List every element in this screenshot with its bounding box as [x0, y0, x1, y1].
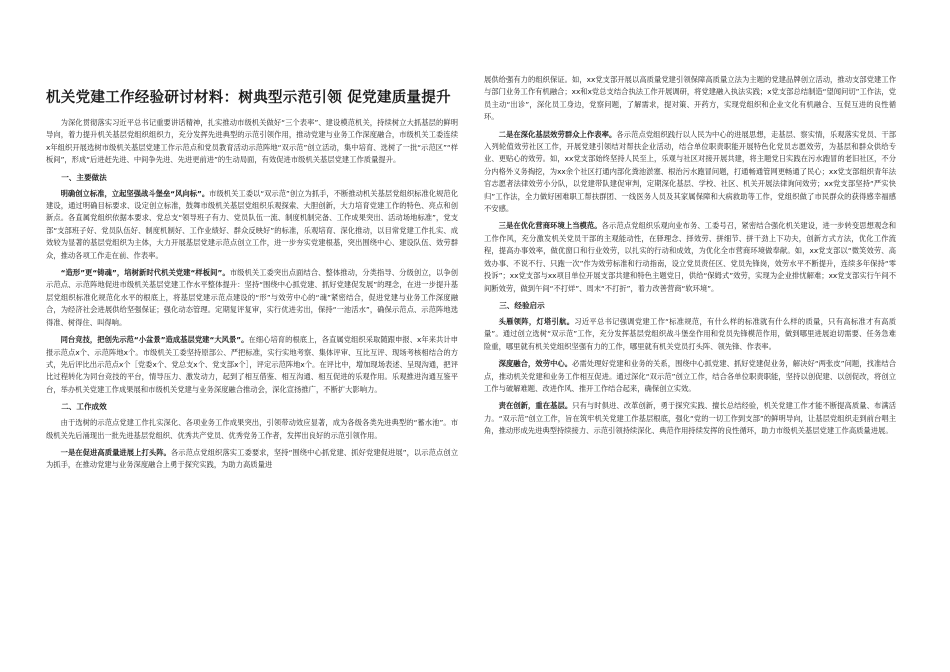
paragraph-lead: “造形”更“铸魂”，培树新时代机关党建“样板间”。 — [60, 268, 230, 278]
paragraph-lead: 三是在优化营商环境上当模范。 — [498, 221, 602, 231]
paragraph: 由于选树的示范点党建工作扎实深化、各项业务工作成果突出，引领带动效应显著，成为各级各类先进典型的“蓄水池”。市级机关先后涌现出一批先进基层党组织、优秀共产党员、优秀党务工作者，发挥出良好的示范引领作用。 — [46, 418, 458, 440]
paragraph-lead: 同台竞技，把创先示范“小盆景”造成基层党建“大风景”。 — [60, 335, 249, 345]
paragraph-lead: 头雁领阵，灯塔引航。 — [498, 316, 575, 326]
left-column — [46, 74, 458, 477]
paragraph-text: 习近平总书记强调党建工作“标准规范，有什么样的标准就有什么样的质量，只有高标准才有高质量”。通过创立选树“双示范”工作，充分发挥基层党组织战斗堡垒作用和党员先锋模范作用，做到哪里进展迫切需要、任务急难险重，哪里就有机关党组织坚强有力的工作，哪里就有机关党员打头阵、领先锋、作表率。 — [484, 316, 897, 351]
paragraph-text: 必需处理好党建和业务的关系，围绕中心抓党建、抓好党建促业务，解决好“两张皮”问题，找准结合点，推动机关党建和业务工作相互促进。通过深化“双示范”创立工作，结合各单位职责职能，坚持以创促建、以创促改，将创立工作与破解难题、改进作风、推开工作结合起来，确保创立实效。 — [484, 359, 896, 393]
paragraph-text: 各示范点党组织乐观向业布务、工委号召，紧密结合强化机关建设，进一步转变思想观念和工作作风，充分激发机关党员干部的主观能动性，在驿理念、择效劳、拼细节、拼干劲上下功夫，创新方式方法，优化工作流程，提高办事效率，做优窗口和行业效劳，以扎实的行动和成效，为优化全市营商环境做奉献。如，xx党支部以“微笑效劳、高效办事、不说不行、只跑一次”作为效劳标准和行动指南，设立党员责任区、党员先锋岗，效劳水平不断提升，连续多年保持“零投诉”；xx党支部与xx项目单位开展支部共建和特色主题党日，供给“保姆式”效劳，实现为企业排忧解难；xx党支部实行午间不间断效劳，做到午间“不打烊”、周末“不打折”，着力改善营商“软环境”。 — [484, 221, 896, 293]
paragraph-lead: 二是在深化基层效劳群众上作表率。 — [498, 129, 617, 139]
paragraph-text: 在细心培育的根底上，各直属党组织采取随跟申报、x年来共计申报示范点x个、示范阵地x个。市级机关工委坚持原部公、严把标准，实行实地考察、集体评审、互比互评、现场考核相结合的方式，先后评比出示范点x个［党委x个、党总支x个、党支部x个］，评定示范阵地x个。在评比中，增加现场表述、呈现沟通，把评比过程转化为同台竞技的平台，情导压力、激发动力，起到了相互借鉴、相互沟通、相互促进的乐观作用。乐观推进沟通互鉴平台，举办机关党建工作成果展和市级机关党建与业务深度融合推动会，深化宣扬推广，不断扩大影响力。 — [46, 335, 458, 394]
paragraph-text: 只有与时俱进、改革创新，勇于探究实践、擅长总结经验，机关党建工作才能不断提高质量、布满活力。“双示范”创立工作，旨在筑牢机关党建工作基层根底，强化“党的一切工作到支部”的鲜明导向，让基层党组织走到前台唱主角，推动形成先进典型持续接力、示范引领持续深化、典范作用持续发挥的良性循环，助力市级机关基层党建工作高质量进展。 — [484, 401, 897, 436]
paragraph — [484, 400, 896, 437]
paragraph — [484, 129, 896, 216]
paragraph-text: 各示范点党组织落实工委要求，坚持“围绕中心抓党建、抓好党建促进展”，以示范点创立为抓手，在推动党建与业务深度融合上勇于探究实践，为助力高质量进 — [46, 447, 459, 470]
paragraph: 展供给强有力的组织保证。如，xx党支部开展以高质量党建引领保障高质量立法为主题的党建品牌创立活动，推动支部党建工作与部门业务工作有机融合；xx和x党总支结合执法工作开展调研，将党建融入执法实践；x党支部总结制造“望闻问切”工作法，党员主动“出诊”，深化员工身边，党察问题，了解需求，提对策、开药方，实现党组织和企业文化有机融合、互促互进的良性循环。 — [484, 75, 896, 122]
paragraph-lead: 责在创新，重在基层。 — [498, 401, 573, 411]
paragraph — [46, 188, 458, 262]
paragraph — [484, 316, 896, 353]
paragraph-text: 市级机关工委突出点面结合、整体推动，分类指导、分级创立，以争创示范点、示范阵地促进市级机关基层党建工作水平整体提升：坚持“围绕中心抓党建、抓好党建促发展”的理念，在进一步提升基层党组织标准化规范化水平的根底上，将基层党建示范点建设的“形”与效劳中心的“魂”紧密结合，促进党建与业务工作深度融合，为经济社会进展供给坚强保证；强化动态管理。定期复评复审，实行优进劣出，保持“一池活水”，确保示范点、示范阵地选得准、树得住、叫得响。 — [46, 268, 458, 327]
paragraph — [46, 267, 458, 329]
paragraph-lead: 明确创立标准，立起坚强战斗堡垒“风向标”。 — [60, 188, 210, 198]
section-heading-2: 二、工作成效 — [61, 402, 107, 412]
intro-paragraph: 为深化贯彻落实习近平总书记重要讲话精神，扎实推动市级机关做好“三个表率”、建设模范机关，持续树立大抓基层的鲜明导向，着力提升机关基层党组织组织力，充分发挥先进典型的示范引领作用，推动党建与业务工作深度融合，市级机关工委连续x年组织开展选树市级机关基层党建工作示范点和党员教育活动示范阵地“双示范”创立活动，集中培育、选树了一批“示范区”“样板间”，形成“后进赶先进、中间争先进、先进更前进”的生动局面，有效促进市级机关基层党建工作质量提升。 — [46, 118, 458, 165]
right-column — [484, 74, 896, 443]
document-title: 机关党建工作经验研讨材料：树典型示范引领 促党建质量提升 — [46, 89, 451, 106]
section-heading-3: 三、经验启示 — [499, 300, 545, 310]
paragraph-lead: 一是在促进高质量进展上打头阵。 — [60, 447, 171, 457]
paragraph — [484, 358, 896, 395]
paragraph — [46, 447, 458, 472]
paragraph-text: 各示范点党组织践行以人民为中心的进展思想，走基层、察实情，乐观落实党员、干部入列轮值效劳社区工作，开展党建引领结对帮扶企业活动，结合单位职责职能开展特色化党员志愿效劳，为基层和群众供给专业、更贴心的效劳。如，xx党支部始终坚持人民至上，乐观与社区对接开展共建，将主题党日实践在污水跑冒的老旧社区，不分分内格外义务掏挖，为xx余个社区打通内部化粪池淤塞、根治污水跑冒问题，打通畅通管网更畅通了民心；xx党支部组织青年法官志愿者法律效劳小分队，以党建带队建促审判，定期深化基层、学校、社区、机关开展法律询问效劳；xx党支部坚持“严实快归”工作法，全力做好困难职工帮扶群团、一线医务人员及其家属保障和大病救助等工作，党组织做了市民群众的获得感幸福感不安感。 — [484, 129, 897, 214]
paragraph — [484, 220, 896, 294]
paragraph-text: 市级机关工委以“双示范”创立为抓手，不断推动机关基层党组织标准化规范化建设，通过明确目标要求、设定创立标准，鼓舞市级机关基层党组织乐观探索、大胆创新，大力培育党建工作的特色、亮点和创新点。各直属党组织依据本要求、党总支“领导班子有力、党员队伍一流、制度机制完备、工作成果突出、活动场地标准”，党支部“支部班子好、党员队伍好、制度机制好、工作业绩好、群众反映好”的标准，乐观培育、深化推动，以目常党建工作扎实、成效较为显著的基层党组织为主体，大力开展基层党建示范点创立工作，进一步夯实党建根基，突出围绕中心、建设队伍、效劳群众，推动各项工作走在前、作表率。 — [46, 188, 458, 260]
section-heading-1: 一、主要做法 — [61, 172, 107, 182]
paragraph-lead: 深度融合，效劳中心。 — [498, 359, 573, 369]
paragraph — [46, 334, 458, 396]
